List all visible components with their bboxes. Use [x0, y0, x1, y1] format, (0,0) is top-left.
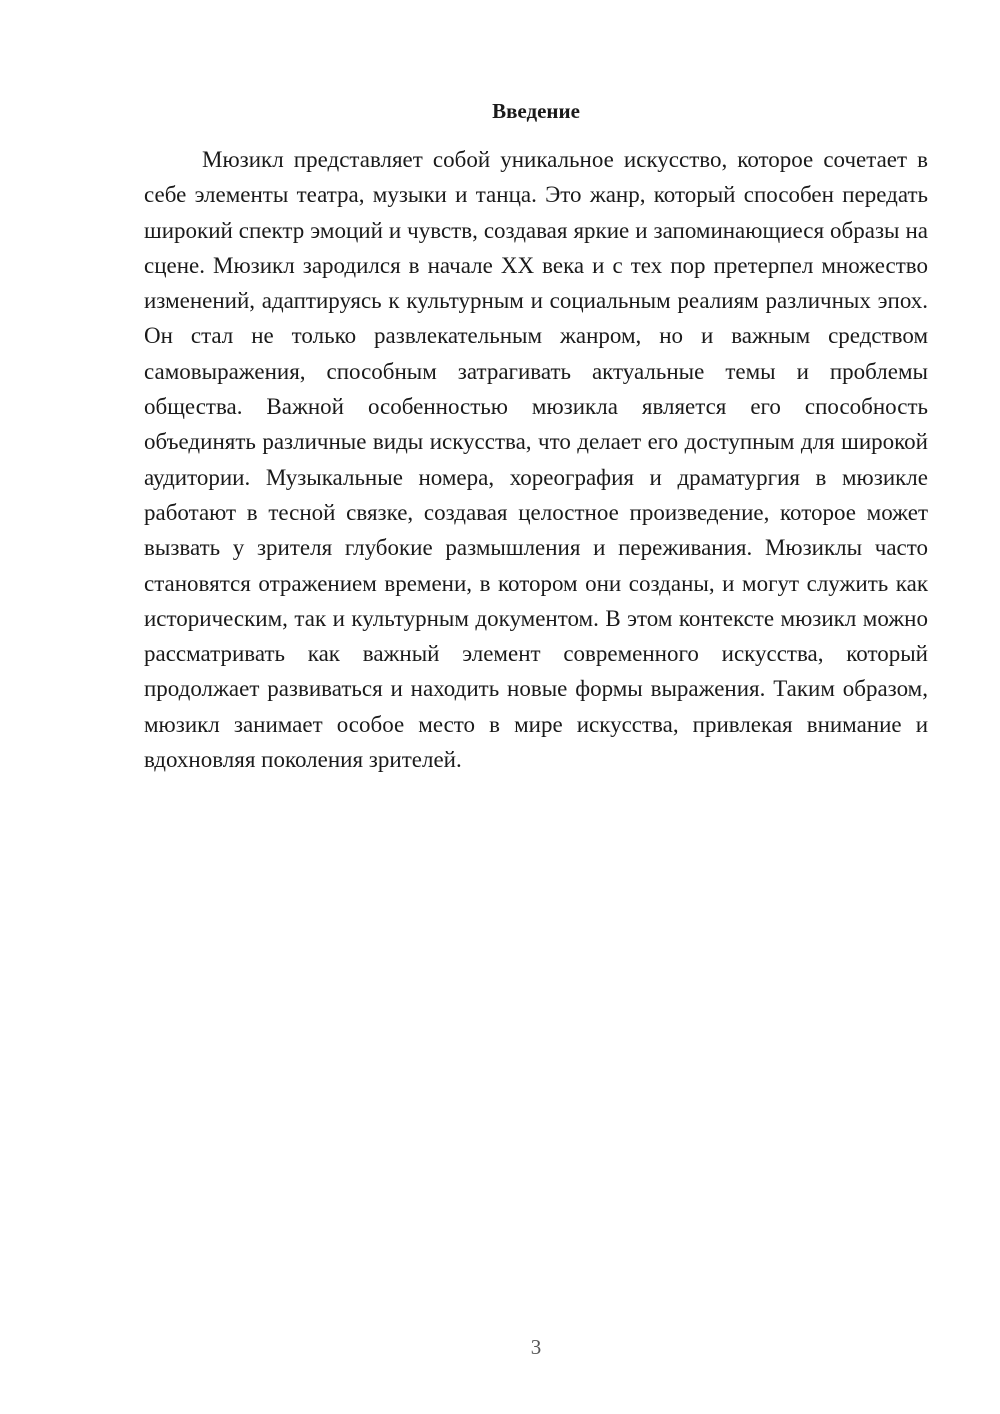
page-number: 3	[530, 1335, 542, 1359]
body-paragraph: Мюзикл представляет собой уникальное искусство, которое сочетает в себе элементы театра, музыки и танца. Это жанр, который способен передать широкий спектр эмоций и чувств, создавая яркие и запоминающиеся образы на сцене. Мюзикл зародился в начале XX века и с тех пор претерпел множество изменений, адаптируясь к культурным и социальным реалиям различных эпох. Он стал не только развлекательным жанром, но и важным средством самовыражения, способным затрагивать актуальные темы и проблемы общества. Важной особенностью мюзикла является его способность объединять различные виды искусства, что делает его доступным для широкой аудитории. Музыкальные номера, хореография и драматургия в мюзикле работают в тесной связке, создавая целостное произведение, которое может вызвать у зрителя глубокие размышления и переживания. Мюзиклы часто становятся отражением времени, в котором они созданы, и могут служить как историческим, так и культурным документом. В этом контексте мюзикл можно рассматривать как важный элемент современного искусства, который продолжает развиваться и находить новые формы выражения. Таким образом, мюзикл занимает особое место в мире искусства, привлекая внимание и вдохновляя поколения зрителей.	[144, 147, 928, 773]
heading-container	[144, 98, 928, 124]
section-heading: Введение	[492, 99, 580, 123]
